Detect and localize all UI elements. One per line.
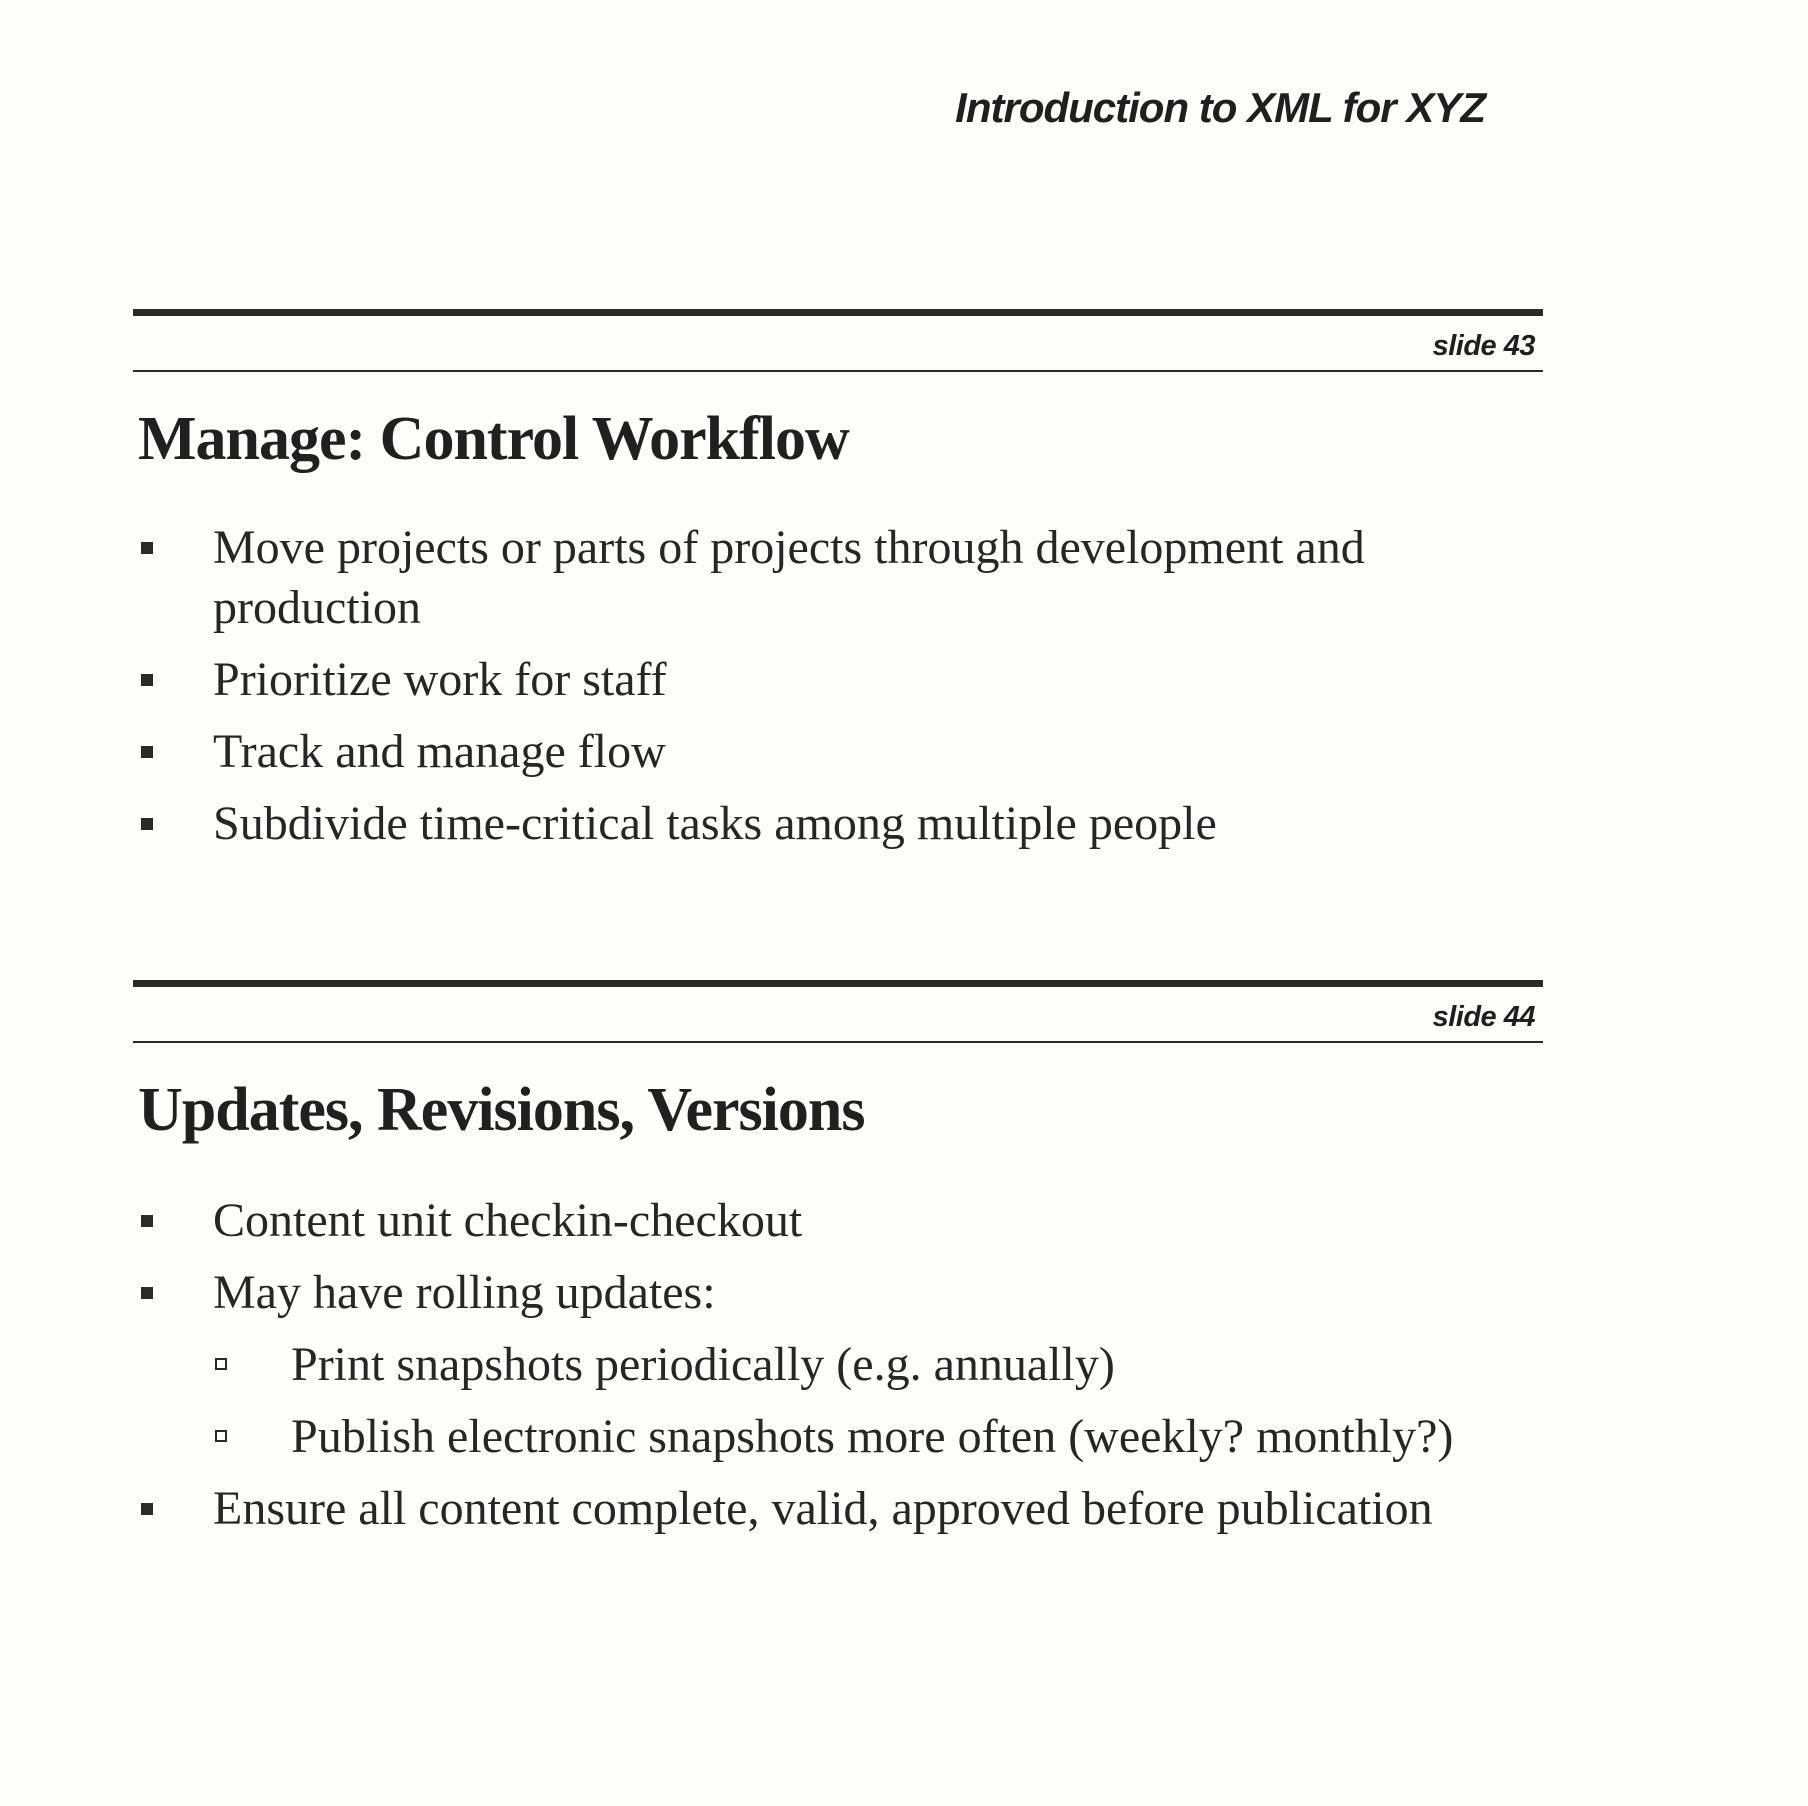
slide-number: slide 43 [1432, 330, 1535, 362]
bullet-text: Prioritize work for staff [213, 653, 667, 706]
sub-bullet-item [213, 1335, 1543, 1395]
bullet-item [133, 518, 1543, 638]
bullet-item [133, 650, 1543, 710]
slide-divider-thick [133, 309, 1543, 316]
slide-44 [133, 980, 1543, 1551]
square-bullet-icon [141, 542, 153, 554]
bullet-list [133, 1191, 1543, 1539]
slide-title: Updates, Revisions, Versions [138, 1076, 865, 1144]
slide-divider-thick [133, 980, 1543, 987]
hollow-square-bullet-icon [215, 1358, 227, 1370]
square-bullet-icon [141, 1503, 153, 1515]
bullet-text: Content unit checkin-checkout [213, 1194, 803, 1247]
bullet-item [133, 722, 1543, 782]
slide-divider-thin [133, 1041, 1543, 1043]
bullet-item [133, 1191, 1543, 1251]
bullet-item [133, 1263, 1543, 1467]
slide-number: slide 44 [1432, 1001, 1535, 1033]
sub-bullet-text: Print snapshots periodically (e.g. annually) [291, 1338, 1115, 1391]
bullet-item [133, 794, 1543, 854]
slide-divider-thin [133, 370, 1543, 372]
bullet-text: May have rolling updates: [213, 1266, 716, 1319]
bullet-list [133, 518, 1543, 854]
square-bullet-icon [141, 746, 153, 758]
bullet-text: Subdivide time-critical tasks among multiple people [213, 797, 1217, 850]
square-bullet-icon [141, 1287, 153, 1299]
bullet-text: Move projects or parts of projects through development and production [213, 521, 1365, 634]
sub-bullet-text: Publish electronic snapshots more often (weekly? monthly?) [291, 1410, 1454, 1463]
hollow-square-bullet-icon [215, 1430, 227, 1442]
bullet-item [133, 1479, 1543, 1539]
bullet-text: Track and manage flow [213, 725, 666, 778]
running-header: Introduction to XML for XYZ [955, 84, 1485, 131]
square-bullet-icon [141, 1215, 153, 1227]
square-bullet-icon [141, 674, 153, 686]
sub-bullet-item [213, 1407, 1543, 1467]
bullet-text: Ensure all content complete, valid, approved before publication [213, 1482, 1433, 1535]
square-bullet-icon [141, 818, 153, 830]
slide-43 [133, 309, 1543, 866]
slide-title: Manage: Control Workflow [138, 405, 849, 473]
sub-bullet-list [213, 1335, 1543, 1467]
